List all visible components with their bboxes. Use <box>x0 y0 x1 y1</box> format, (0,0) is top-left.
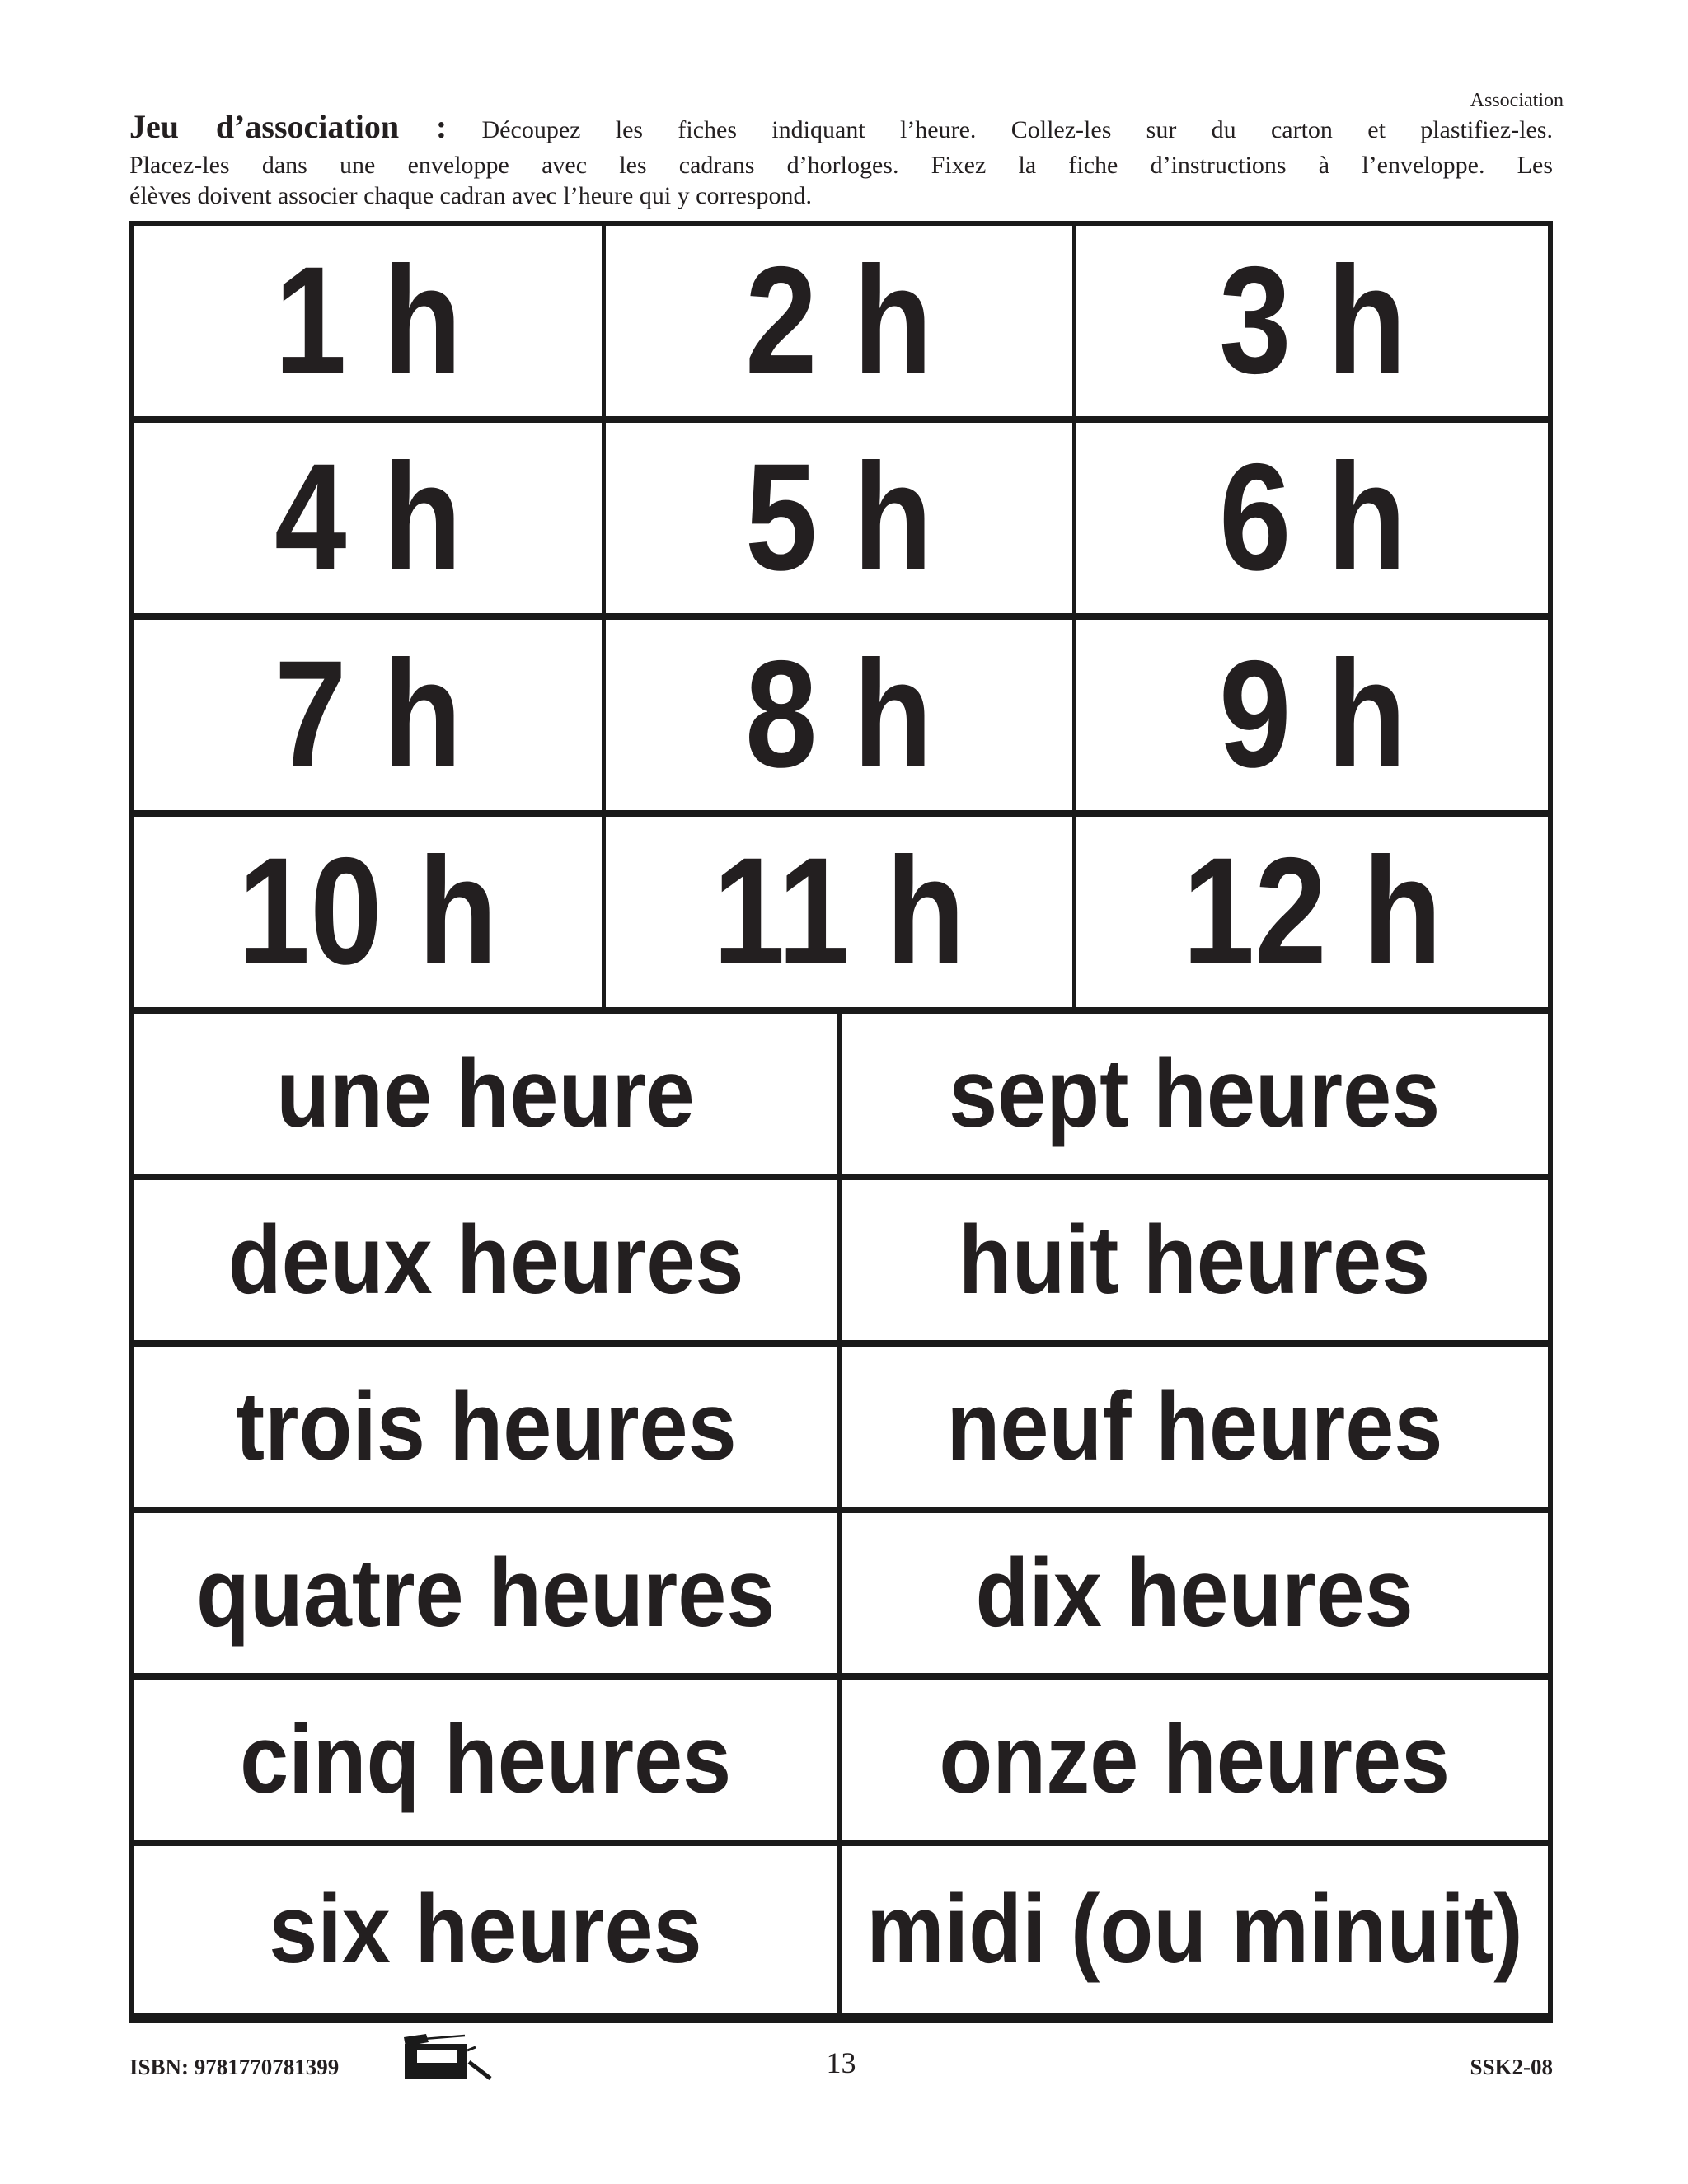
hour-card <box>134 817 606 1014</box>
word-card <box>842 1846 1549 2013</box>
hour-card <box>134 620 606 817</box>
isbn-label: ISBN: 9781770781399 <box>129 2055 340 2079</box>
page-number: 13 <box>826 2046 856 2079</box>
word-card <box>134 1680 842 1846</box>
hour-card <box>1076 423 1548 620</box>
instructions-line-1 <box>129 107 1553 150</box>
hour-card <box>606 620 1077 817</box>
word-card <box>842 1680 1549 1846</box>
word-card <box>842 1347 1549 1513</box>
hour-card <box>1076 620 1548 817</box>
hour-card-label: 5 h <box>745 433 933 602</box>
word-card <box>842 1180 1549 1347</box>
word-card-label: huit heures <box>959 1206 1431 1315</box>
product-code: SSK2-08 <box>1470 2055 1553 2079</box>
word-card-label: six heures <box>269 1875 702 1984</box>
word-card-label: dix heures <box>975 1539 1414 1647</box>
hour-card-label: 6 h <box>1218 433 1406 602</box>
word-cards-grid <box>134 1014 1548 2013</box>
word-card <box>134 1513 842 1680</box>
instructions-line-3: élèves doivent associer chaque cadran avec l’heure qui y correspond. <box>129 182 812 209</box>
instructions-line-2: Placez-les dans une enveloppe avec les cadrans d’horloges. Fixez la fiche d’instructions à l’enveloppe. Les <box>129 152 1553 179</box>
activity-title: Jeu d’association : <box>129 108 448 145</box>
hour-card-label: 8 h <box>745 630 933 799</box>
word-card <box>134 1014 842 1180</box>
hour-card <box>1076 817 1548 1014</box>
hour-card-label: 2 h <box>745 236 933 405</box>
hour-card <box>134 423 606 620</box>
cards-table <box>129 221 1553 2023</box>
hour-cards-grid <box>134 226 1548 1014</box>
hour-card-label: 4 h <box>274 433 462 602</box>
word-card <box>134 1846 842 2013</box>
word-card-label: sept heures <box>949 1039 1441 1148</box>
word-card-label: neuf heures <box>946 1372 1443 1481</box>
hour-card <box>606 423 1077 620</box>
hour-card-label: 9 h <box>1218 630 1406 799</box>
word-card-label: deux heures <box>227 1206 744 1315</box>
hour-card-label: 3 h <box>1218 236 1406 405</box>
corner-category-label: Association <box>1470 90 1564 111</box>
hour-card-label: 1 h <box>274 236 462 405</box>
word-card <box>842 1513 1549 1680</box>
word-card-label: quatre heures <box>196 1539 776 1647</box>
hour-card <box>606 817 1077 1014</box>
hour-card <box>134 226 606 423</box>
hour-card <box>606 226 1077 423</box>
word-card-label: trois heures <box>235 1372 737 1481</box>
word-card <box>842 1014 1549 1180</box>
hour-card-label: 12 h <box>1182 827 1442 996</box>
word-card-label: midi (ou minuit) <box>866 1875 1523 1984</box>
instructions-paragraph <box>129 107 1553 211</box>
word-card <box>134 1180 842 1347</box>
hour-card-label: 11 h <box>712 827 965 996</box>
word-card-label: une heure <box>276 1039 696 1148</box>
hour-card-label: 10 h <box>237 827 498 996</box>
word-card <box>134 1347 842 1513</box>
word-card-label: onze heures <box>939 1705 1451 1814</box>
word-card-label: cinq heures <box>240 1705 732 1814</box>
hour-card <box>1076 226 1548 423</box>
hour-card-label: 7 h <box>274 630 462 799</box>
instructions-line-1-text: Découpez les fiches indiquant l’heure. Collez-les sur du carton et plastifiez-les. <box>447 116 1553 143</box>
